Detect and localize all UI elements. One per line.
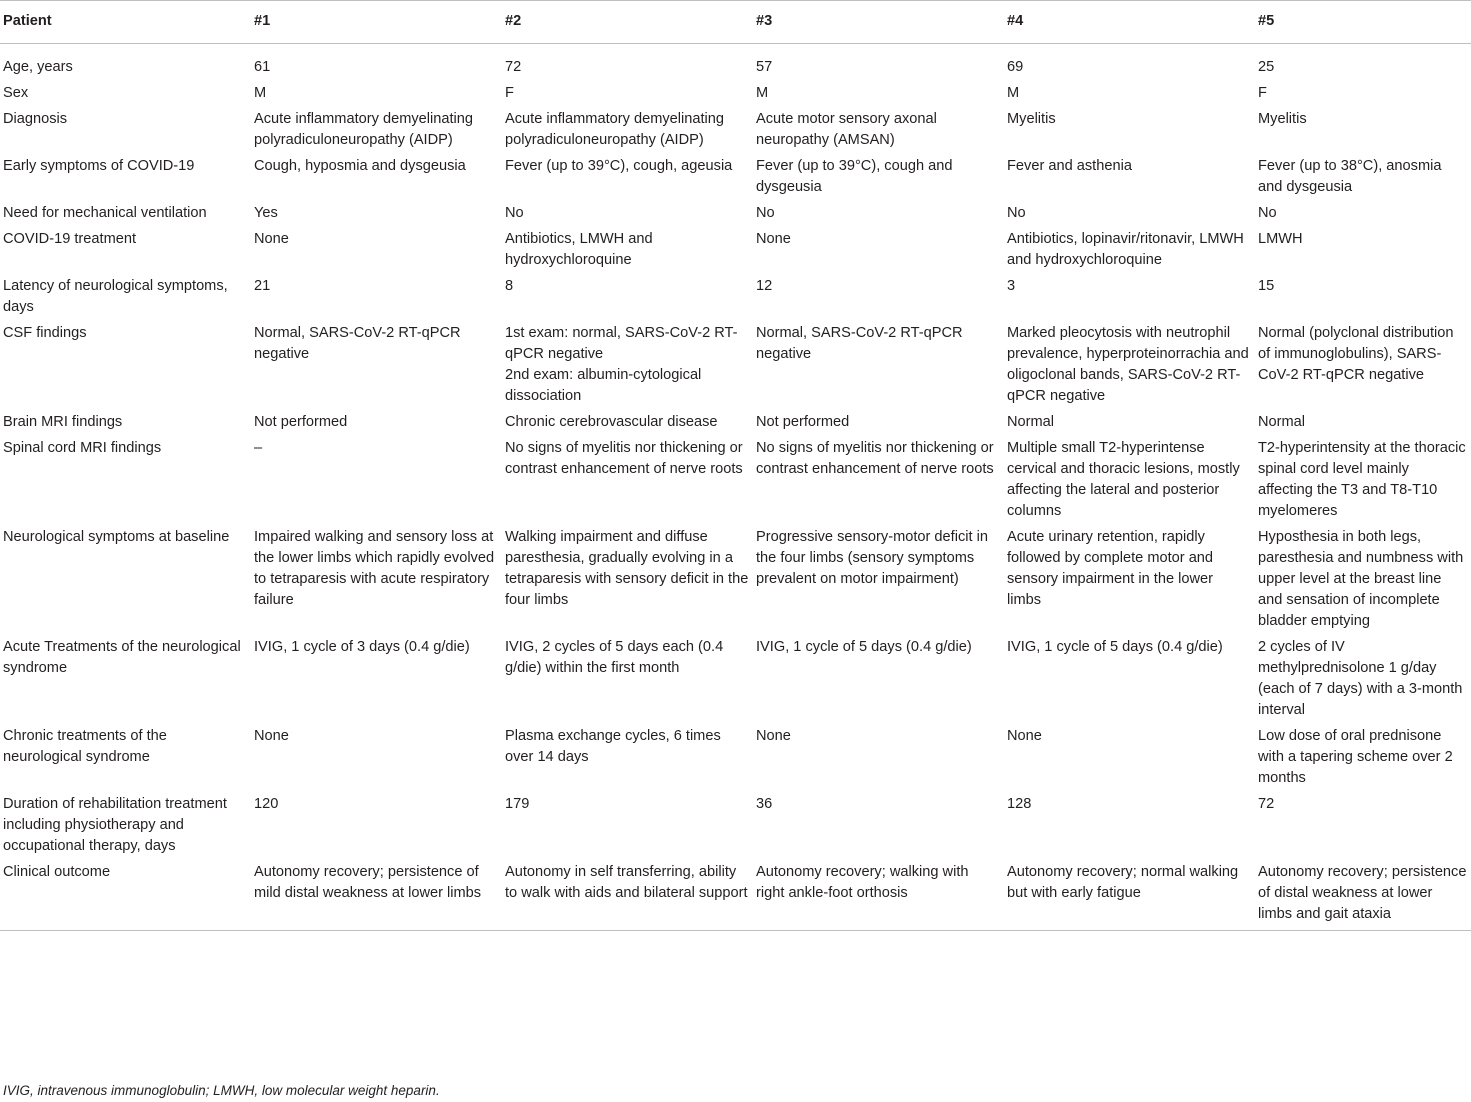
table-cell: LMWH	[1258, 231, 1303, 247]
table-cell: None	[756, 231, 791, 247]
header-cell: #1	[251, 1, 502, 44]
table-cell: None	[254, 231, 289, 247]
table-cell: 12	[756, 278, 773, 294]
table-cell: No signs of myelitis nor thickening or contrast enhancement of nerve roots	[756, 440, 994, 477]
table-cell: IVIG, 1 cycle of 5 days (0.4 g/die)	[756, 639, 972, 655]
table-cell: Normal	[1258, 414, 1306, 430]
table-cell: Myelitis	[1258, 111, 1307, 127]
table-row	[0, 726, 1471, 794]
table-cell: Progressive sensory-motor deficit in the four limbs (sensory symptoms prevalent on motor impairment)	[756, 529, 988, 587]
row-label: Sex	[3, 85, 29, 101]
table-row	[0, 156, 1471, 203]
table-cell: T2-hyperintensity at the thoracic spinal cord level mainly affecting the T3 and T8-T10 myelomeres	[1258, 440, 1466, 519]
table-cell: Impaired walking and sensory loss at the lower limbs which rapidly evolved to tetraparesis with acute respiratory failure	[254, 529, 495, 608]
table-cell: IVIG, 1 cycle of 5 days (0.4 g/die)	[1007, 639, 1223, 655]
header-cell: Patient	[0, 1, 251, 44]
table-cell: Cough, hyposmia and dysgeusia	[254, 158, 466, 174]
table-body	[0, 44, 1471, 931]
table-cell: Hyposthesia in both legs, paresthesia and numbness with upper level at the breast line and sensation of incomplete bladder emptying	[1258, 529, 1464, 629]
table-cell: Multiple small T2-hyperintense cervical and thoracic lesions, mostly affecting the lateral and posterior columns	[1007, 440, 1240, 519]
table-cell: Antibiotics, LMWH and hydroxychloroquine	[505, 231, 653, 268]
row-label: Diagnosis	[3, 111, 68, 127]
row-label: Chronic treatments of the neurological syndrome	[3, 728, 167, 765]
table-cell: Fever (up to 38°C), anosmia and dysgeusia	[1258, 158, 1442, 195]
table-cell: Acute inflammatory demyelinating polyradiculoneuropathy (AIDP)	[254, 111, 474, 148]
table-cell: Autonomy recovery; normal walking but with early fatigue	[1004, 862, 1255, 931]
table-cell: None	[254, 728, 289, 744]
table-cell: F	[1258, 85, 1267, 101]
table-cell: Normal	[1007, 414, 1055, 430]
table-cell: Fever and asthenia	[1007, 158, 1132, 174]
table-cell: No	[505, 205, 524, 221]
header-cell: #4	[1004, 1, 1255, 44]
table-cell: Chronic cerebrovascular disease	[505, 414, 718, 430]
table-cell: Acute urinary retention, rapidly followed by complete motor and sensory impairment in the lower limbs	[1007, 529, 1214, 608]
table-row	[0, 83, 1471, 109]
table-cell: Normal, SARS-CoV-2 RT-qPCR negative	[254, 325, 461, 362]
table-cell: 128	[1007, 796, 1032, 812]
table-row	[0, 527, 1471, 637]
table-cell: Low dose of oral prednisone with a tapering scheme over 2 months	[1258, 728, 1453, 786]
table-cell: Autonomy recovery; walking with right ankle-foot orthosis	[753, 862, 1004, 931]
table-cell: 69	[1007, 59, 1024, 75]
row-label: Duration of rehabilitation treatment including physiotherapy and occupational therapy, days	[3, 796, 227, 854]
table-cell: Normal (polyclonal distribution of immunoglobulins), SARS-CoV-2 RT-qPCR negative	[1258, 325, 1454, 383]
table-row	[0, 276, 1471, 323]
row-label: Age, years	[3, 59, 73, 75]
table-row	[0, 229, 1471, 276]
table-cell: IVIG, 2 cycles of 5 days each (0.4 g/die) within the first month	[505, 639, 724, 676]
row-label: COVID-19 treatment	[3, 231, 137, 247]
table-cell: 72	[1258, 796, 1275, 812]
row-label: Latency of neurological symptoms, days	[3, 278, 228, 315]
table-cell: M	[1007, 85, 1020, 101]
table-footnote: IVIG, intravenous immunoglobulin; LMWH, low molecular weight heparin.	[3, 1083, 440, 1098]
table-cell: 72	[505, 59, 522, 75]
table-cell: Autonomy recovery; persistence of mild distal weakness at lower limbs	[251, 862, 502, 931]
table-cell: Fever (up to 39°C), cough and dysgeusia	[756, 158, 953, 195]
table-cell: 61	[254, 59, 271, 75]
table-cell: 2 cycles of IV methylprednisolone 1 g/day (each of 7 days) with a 3-month interval	[1258, 639, 1463, 718]
table-cell: –	[254, 440, 263, 456]
table-cell: Fever (up to 39°C), cough, ageusia	[505, 158, 733, 174]
table-cell: Yes	[254, 205, 278, 221]
header-cell: #5	[1255, 1, 1471, 44]
table-cell: Acute motor sensory axonal neuropathy (AMSAN)	[756, 111, 937, 148]
table-cell: Marked pleocytosis with neutrophil prevalence, hyperproteinorrachia and oligoclonal bands, SARS-CoV-2 RT-qPCR negative	[1007, 325, 1249, 404]
table-cell: No	[756, 205, 775, 221]
table-row	[0, 44, 1471, 84]
table-cell: Autonomy recovery; persistence of distal weakness at lower limbs and gait ataxia	[1255, 862, 1471, 931]
table-cell: No signs of myelitis nor thickening or contrast enhancement of nerve roots	[505, 440, 743, 477]
table-cell: IVIG, 1 cycle of 3 days (0.4 g/die)	[254, 639, 470, 655]
row-label: Acute Treatments of the neurological syndrome	[3, 639, 241, 676]
table-row	[0, 862, 1471, 931]
table-row	[0, 203, 1471, 229]
table-cell: M	[756, 85, 769, 101]
row-label: Neurological symptoms at baseline	[3, 529, 230, 545]
table-cell: 25	[1258, 59, 1275, 75]
table-cell: None	[756, 728, 791, 744]
header-row	[0, 1, 1471, 44]
table-row	[0, 412, 1471, 438]
table-cell: No	[1258, 205, 1277, 221]
table-cell: None	[1007, 728, 1042, 744]
table-row	[0, 323, 1471, 412]
table-row	[0, 438, 1471, 527]
table-cell: 57	[756, 59, 773, 75]
table-row	[0, 794, 1471, 862]
table-cell: 179	[505, 796, 530, 812]
table-cell: Plasma exchange cycles, 6 times over 14 days	[505, 728, 721, 765]
row-label: CSF findings	[3, 325, 87, 341]
table-cell: M	[254, 85, 267, 101]
table-cell: Normal, SARS-CoV-2 RT-qPCR negative	[756, 325, 963, 362]
row-label: Early symptoms of COVID-19	[3, 158, 195, 174]
table-cell: Not performed	[254, 414, 348, 430]
row-label: Spinal cord MRI findings	[3, 440, 162, 456]
table-cell: F	[505, 85, 514, 101]
table-cell: 8	[505, 278, 514, 294]
table-cell: 15	[1258, 278, 1275, 294]
table-cell: Acute inflammatory demyelinating polyradiculoneuropathy (AIDP)	[505, 111, 725, 148]
table-row	[0, 637, 1471, 726]
table-cell: 120	[254, 796, 279, 812]
table-cell: Antibiotics, lopinavir/ritonavir, LMWH and hydroxychloroquine	[1007, 231, 1244, 268]
table-cell: Not performed	[756, 414, 850, 430]
row-label: Need for mechanical ventilation	[3, 205, 207, 221]
table-cell: 1st exam: normal, SARS-CoV-2 RT-qPCR negative 2nd exam: albumin-cytological dissociation	[505, 325, 738, 404]
table-cell: No	[1007, 205, 1026, 221]
table-cell: 21	[254, 278, 271, 294]
table-cell: 36	[756, 796, 773, 812]
row-label: Clinical outcome	[0, 862, 251, 931]
row-label: Brain MRI findings	[3, 414, 123, 430]
table-cell: Autonomy in self transferring, ability to walk with aids and bilateral support	[502, 862, 753, 931]
header-cell: #2	[502, 1, 753, 44]
table-cell: 3	[1007, 278, 1016, 294]
table-header	[0, 1, 1471, 44]
header-cell: #3	[753, 1, 1004, 44]
table-cell: Walking impairment and diffuse paresthesia, gradually evolving in a tetraparesis with sensory deficit in the four limbs	[505, 529, 749, 608]
table-row	[0, 109, 1471, 156]
table-cell: Myelitis	[1007, 111, 1056, 127]
